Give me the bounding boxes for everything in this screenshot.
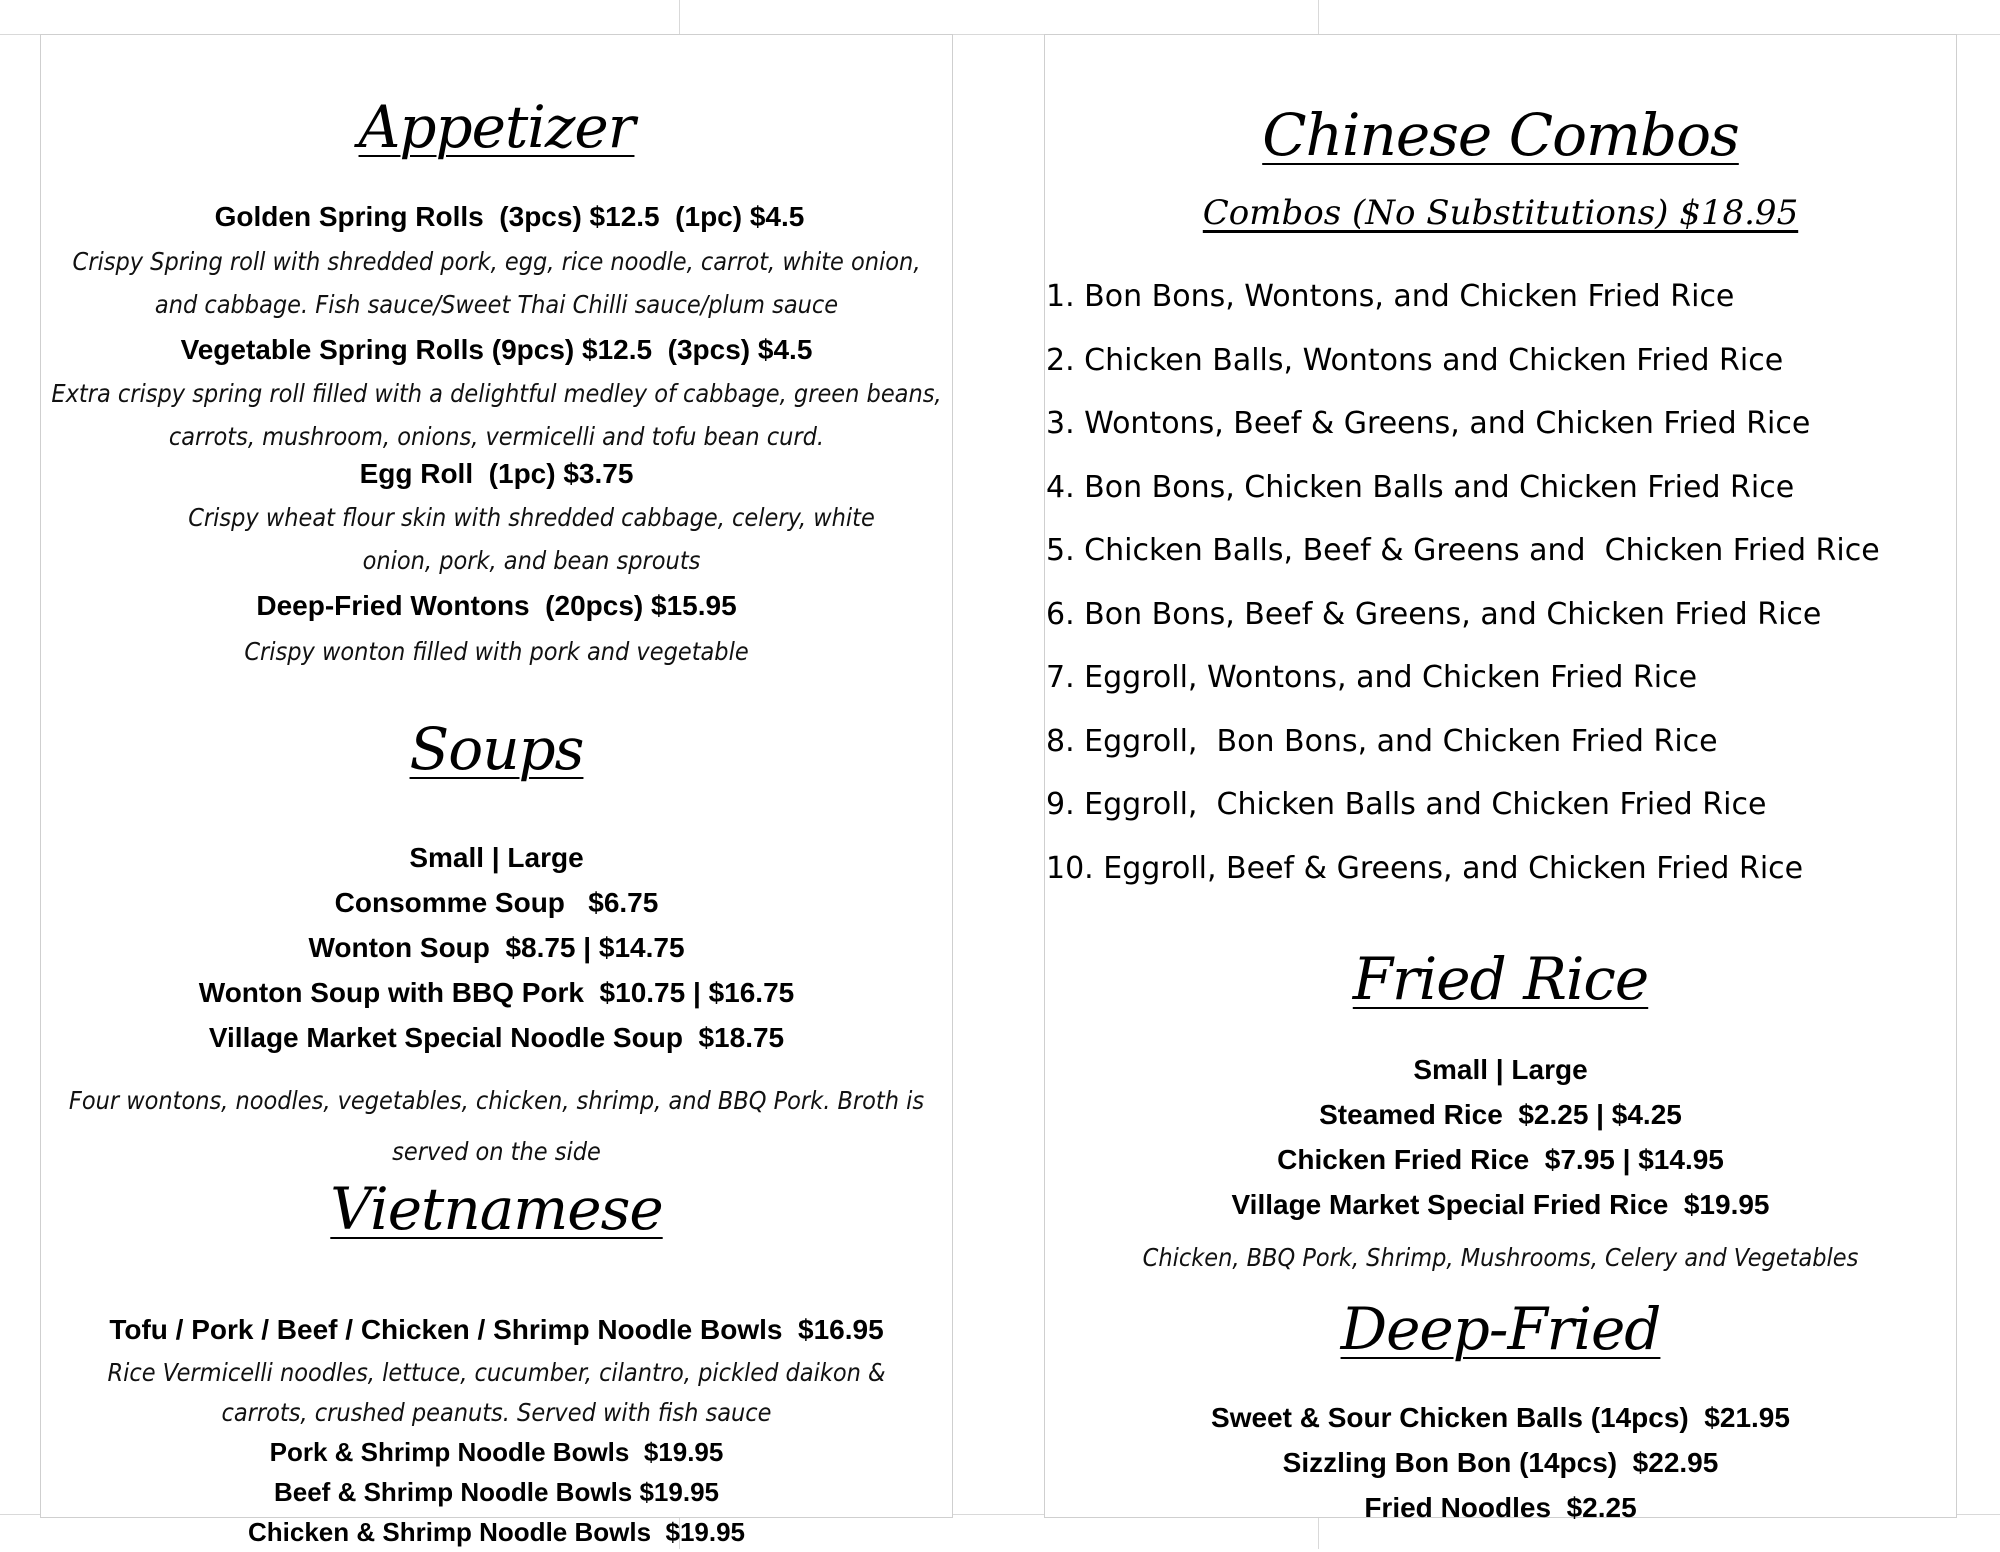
- combos-title: Chinese Combos: [1262, 101, 1739, 169]
- right-menu-page: [1044, 34, 1957, 1523]
- fried-rice-title: Fried Rice: [1352, 945, 1649, 1013]
- menu-item-description: Chicken, BBQ Pork, Shrimp, Mushrooms, Celery and Vegetables: [1142, 1243, 1859, 1272]
- soup-item: Wonton Soup with BBQ Pork $10.75 | $16.75: [198, 977, 795, 1008]
- size-header: Small | Large: [409, 842, 584, 873]
- deep-fried-section: [1045, 1295, 1956, 1363]
- appetizer-section: [41, 93, 952, 161]
- fried-rice-item: Village Market Special Fried Rice $19.95: [1231, 1189, 1770, 1220]
- combos-section: [1045, 101, 1956, 169]
- menu-item-description: Crispy Spring roll with shredded pork, egg, rice noodle, carrot, white onion, and cabbage. Fish sauce/Sweet Thai Chilli sauce/plum sauce: [72, 247, 921, 319]
- vietnamese-description: [41, 1353, 952, 1433]
- left-menu-page: [40, 34, 953, 1547]
- menu-item-description: Extra crispy spring roll filled with a delightful medley of cabbage, green beans, carrots, mushroom, onions, vermicelli and tofu bean curd.: [51, 379, 942, 451]
- combo-item: 7. Eggroll, Wontons, and Chicken Fried Rice: [1046, 660, 1698, 695]
- deep-fried-item: Sizzling Bon Bon (14pcs) $22.95: [1282, 1447, 1719, 1478]
- combo-item: 10. Eggroll, Beef & Greens, and Chicken Fried Rice: [1046, 850, 1804, 886]
- soup-item: Village Market Special Noodle Soup $18.75: [208, 1022, 785, 1053]
- appetizer-desc-2: [41, 373, 952, 458]
- menu-item-name: Golden Spring Rolls (3pcs) $12.5 (1pc) $4.5: [214, 201, 805, 232]
- deep-fried-item: Fried Noodles $2.25: [1364, 1492, 1637, 1523]
- noodle-bowl-item: Chicken & Shrimp Noodle Bowls $19.95: [247, 1517, 746, 1547]
- deep-fried-title: Deep-Fried: [1340, 1295, 1661, 1363]
- size-header: Small | Large: [1413, 1054, 1588, 1085]
- appetizer-desc-4: [41, 631, 952, 674]
- vietnamese-main-item: [41, 1311, 952, 1349]
- deep-fried-list: [1045, 1395, 1956, 1530]
- soups-section: [41, 715, 952, 783]
- combo-item: 9. Eggroll, Chicken Balls and Chicken Fried Rice: [1046, 787, 1767, 822]
- noodle-bowl-item: Beef & Shrimp Noodle Bowls $19.95: [273, 1477, 719, 1507]
- appetizer-desc-3: [41, 497, 952, 582]
- menu-item-description: Rice Vermicelli noodles, lettuce, cucumber, cilantro, pickled daikon & carrots, crushed peanuts. Served with fish sauce: [107, 1358, 886, 1427]
- fried-rice-item: Steamed Rice $2.25 | $4.25: [1319, 1099, 1682, 1130]
- combo-item: 8. Eggroll, Bon Bons, and Chicken Fried Rice: [1046, 723, 1718, 759]
- combo-item: 5. Chicken Balls, Beef & Greens and Chicken Fried Rice: [1046, 533, 1880, 568]
- deep-fried-item: Sweet & Sour Chicken Balls (14pcs) $21.95: [1211, 1402, 1790, 1433]
- soup-item: Consomme Soup $6.75: [334, 887, 659, 918]
- vietnamese-section: [41, 1175, 952, 1243]
- menu-item-name: Tofu / Pork / Beef / Chicken / Shrimp Noodle Bowls $16.95: [109, 1314, 884, 1345]
- combo-item: 3. Wontons, Beef & Greens, and Chicken Fried Rice: [1046, 406, 1811, 441]
- appetizer-item-4: [41, 587, 952, 625]
- combos-subtitle: Combos (No Substitutions) $18.95: [1202, 193, 1799, 233]
- combo-item: 1. Bon Bons, Wontons, and Chicken Fried Rice: [1046, 279, 1735, 314]
- vietnamese-title: Vietnamese: [330, 1175, 663, 1243]
- combos-list: [1046, 265, 1956, 900]
- combo-item: 4. Bon Bons, Chicken Balls and Chicken Fried Rice: [1046, 469, 1795, 505]
- appetizer-title: Appetizer: [358, 93, 635, 161]
- menu-item-name: Vegetable Spring Rolls (9pcs) $12.5 (3pcs) $4.5: [180, 334, 813, 365]
- menu-item-description: Crispy wheat flour skin with shredded cabbage, celery, white onion, pork, and bean sprouts: [188, 503, 875, 575]
- soup-item: Wonton Soup $8.75 | $14.75: [308, 932, 685, 963]
- soups-list: [41, 835, 952, 1060]
- combo-item: 6. Bon Bons, Beef & Greens, and Chicken Fried Rice: [1046, 596, 1822, 632]
- combo-item: 2. Chicken Balls, Wontons and Chicken Fried Rice: [1046, 342, 1784, 378]
- guide-line-v1: [679, 0, 680, 36]
- guide-line-v2: [1318, 0, 1319, 36]
- fried-rice-description: [1045, 1237, 1956, 1280]
- combos-subtitle-wrap: [1045, 193, 1956, 233]
- appetizer-desc-1: [41, 241, 952, 326]
- appetizer-item-2: [41, 331, 952, 369]
- fried-rice-item: Chicken Fried Rice $7.95 | $14.95: [1277, 1144, 1724, 1175]
- noodle-bowl-item: Pork & Shrimp Noodle Bowls $19.95: [269, 1437, 724, 1467]
- soups-title: Soups: [409, 715, 584, 783]
- menu-item-name: Egg Roll (1pc) $3.75: [359, 458, 634, 489]
- soup-description: [41, 1075, 952, 1178]
- appetizer-item-3: [41, 455, 952, 493]
- menu-item-name: Deep-Fried Wontons (20pcs) $15.95: [256, 590, 737, 621]
- vietnamese-list: [41, 1432, 952, 1552]
- appetizer-item-1: [41, 198, 952, 236]
- menu-item-description: Four wontons, noodles, vegetables, chicken, shrimp, and BBQ Pork. Broth is served on the side: [68, 1086, 925, 1167]
- fried-rice-section: [1045, 945, 1956, 1013]
- fried-rice-list: [1045, 1047, 1956, 1227]
- menu-item-description: Crispy wonton filled with pork and vegetable: [244, 637, 749, 666]
